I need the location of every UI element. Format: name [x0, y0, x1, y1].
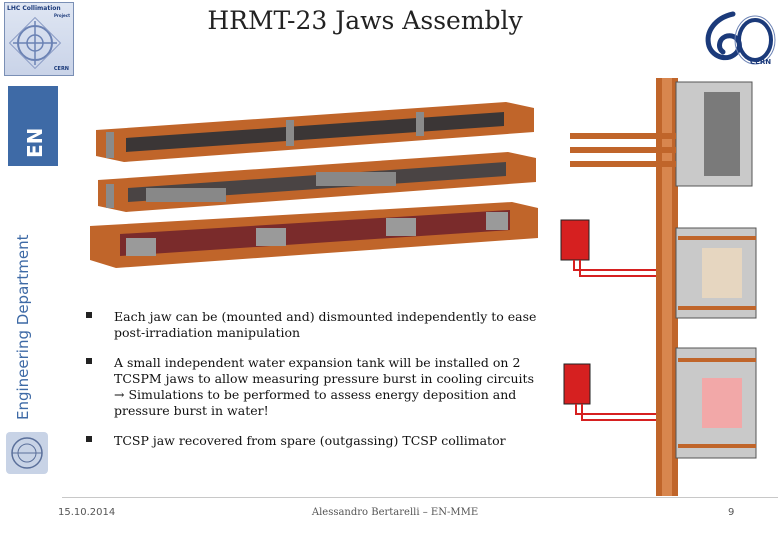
page-number: 9 [728, 507, 735, 518]
bottom-jaw-section [676, 348, 756, 458]
expansion-tank-upper [561, 220, 589, 260]
jaw-1 [96, 102, 534, 162]
footer-divider [62, 497, 778, 498]
jaw-2 [98, 152, 536, 212]
en-acronym: EN [23, 127, 47, 158]
jaw-cross-section-figure [556, 78, 778, 496]
jaw-3 [90, 202, 538, 268]
bullet-item: Each jaw can be (mounted and) dismounted independently to ease post-irradiation manipulation [86, 309, 546, 341]
department-label: Engineering Department [14, 234, 32, 420]
bullet-marker [86, 436, 92, 442]
collimator-crosshair-icon [5, 3, 73, 75]
bullet-item: A small independent water expansion tank will be installed on 2 TCSPM jaws to allow measuring pressure burst in cooling circuits → Simulations to be performed to assess energy deposition and pressure burst in water! [86, 355, 546, 419]
cern-60-label: CERN [750, 58, 772, 66]
footer-author: Alessandro Bertarelli – EN-MME [311, 507, 479, 518]
bullet-list [86, 309, 546, 463]
middle-jaw-section [676, 228, 756, 318]
footer-date: 15.10.2014 [58, 507, 116, 518]
cern-seal-icon [6, 432, 48, 474]
jaws-assembly-figure [86, 100, 538, 280]
bullet-item: TCSP jaw recovered from spare (outgassing) TCSP collimator [86, 433, 546, 449]
bullet-marker [86, 312, 92, 318]
slide-title: HRMT-23 Jaws Assembly [207, 6, 523, 35]
lhc-collimation-logo: LHC Collimation Project CERN [4, 2, 74, 76]
expansion-tank-lower [564, 364, 590, 404]
bullet-marker [86, 358, 92, 364]
